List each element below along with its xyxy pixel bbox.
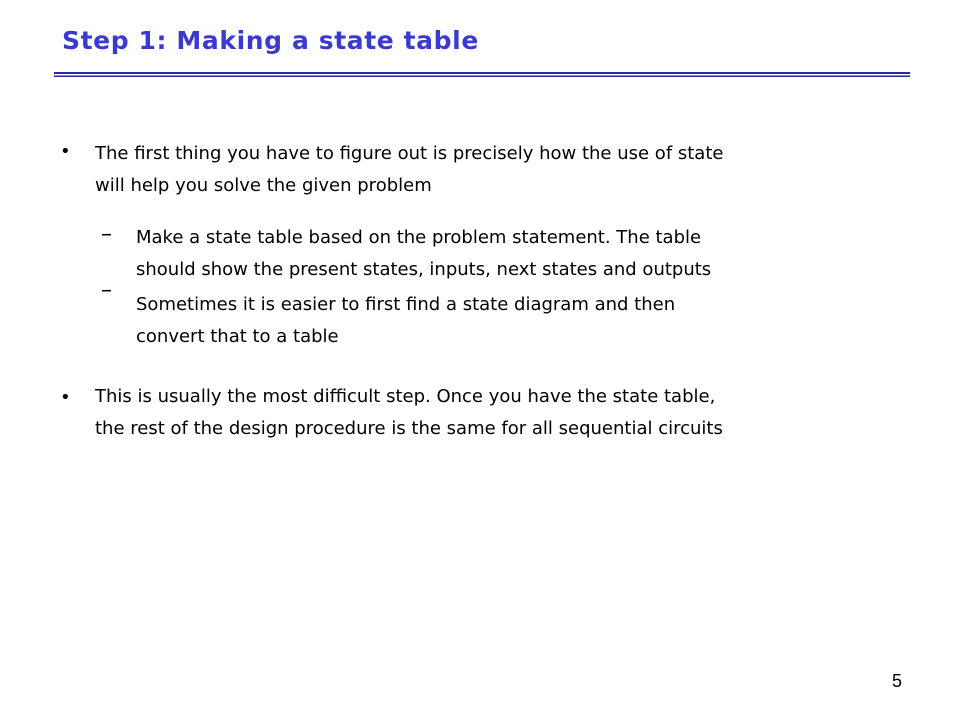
subbullet-item	[136, 222, 711, 285]
bullet-line: This is usually the most difficult step. Once you have the state table,	[95, 386, 716, 407]
subbullet-marker: –	[101, 278, 112, 303]
bullet-item	[95, 381, 723, 444]
title-underline	[54, 72, 910, 77]
bullet-marker: •	[60, 141, 71, 162]
subbullet-line: Sometimes it is easier to first find a state diagram and then	[136, 294, 676, 315]
bullet-line: will help you solve the given problem	[95, 174, 432, 196]
subbullet-item	[136, 289, 675, 352]
subbullet-line: should show the present states, inputs, next states and outputs	[136, 258, 712, 280]
slide-title: Step 1: Making a state table	[62, 26, 479, 55]
bullet-marker: •	[60, 387, 71, 408]
bullet-line: the rest of the design procedure is the same for all sequential circuits	[95, 417, 723, 439]
bullet-line: The first thing you have to figure out is precisely how the use of state	[95, 143, 724, 164]
subbullet-line: convert that to a table	[136, 325, 339, 347]
bullet-item	[95, 138, 723, 201]
subbullet-marker: –	[101, 222, 112, 247]
subbullet-line: Make a state table based on the problem statement. The table	[136, 227, 702, 248]
page-number: 5	[891, 671, 902, 691]
